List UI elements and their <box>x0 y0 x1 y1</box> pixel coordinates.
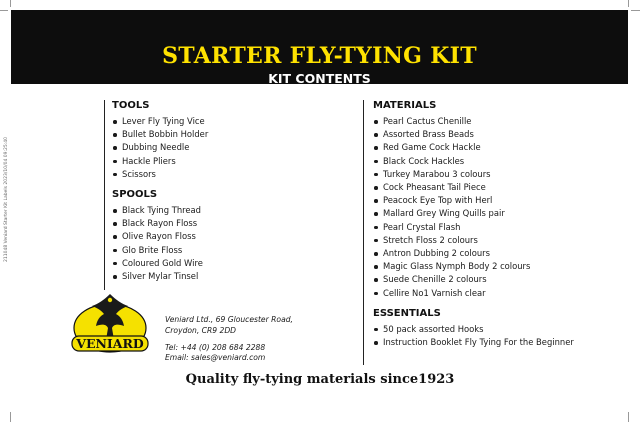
list-item: Black Tying Thread <box>104 204 344 217</box>
essentials-heading: ESSENTIALS <box>373 307 441 319</box>
crop-mark <box>10 412 11 422</box>
list-item: Assorted Brass Beads <box>365 128 625 141</box>
address-line: Croydon, CR9 2DD <box>165 325 237 335</box>
print-info-text: 211048 Veniard Starter Kit Labels 2023/10/04 09:25:40 <box>4 137 9 262</box>
address-line: Veniard Ltd., 69 Gloucester Road, <box>165 315 293 324</box>
list-item: Pearl Crystal Flash <box>365 221 625 234</box>
list-item: Antron Dubbing 2 colours <box>365 247 625 260</box>
list-item: Black Rayon Floss <box>104 217 344 230</box>
list-item: Suede Chenille 2 colours <box>365 273 625 286</box>
telephone: Tel: +44 (0) 208 684 2288 <box>165 342 266 352</box>
spools-list <box>104 204 344 283</box>
header-banner <box>11 10 628 84</box>
crop-mark <box>628 0 629 7</box>
materials-heading: MATERIALS <box>373 100 437 111</box>
crop-mark <box>10 0 11 7</box>
list-item: Olive Rayon Floss <box>104 230 344 243</box>
email: Email: sales@veniard.com <box>165 353 266 363</box>
list-item: Lever Fly Tying Vice <box>104 115 344 128</box>
list-item: Coloured Gold Wire <box>104 257 344 270</box>
crop-mark <box>628 412 629 422</box>
list-item: Magic Glass Nymph Body 2 colours <box>365 260 625 273</box>
essentials-list <box>365 323 625 349</box>
list-item: Dubbing Needle <box>104 141 344 154</box>
crop-mark <box>631 10 640 11</box>
crop-mark <box>0 10 8 11</box>
spools-heading: SPOOLS <box>112 189 158 201</box>
list-item: Scissors <box>104 168 344 181</box>
list-item: Peacock Eye Top with Herl <box>365 194 625 207</box>
list-item: Black Cock Hackles <box>365 155 625 168</box>
veniard-logo <box>64 286 156 364</box>
logo-wordmark: VENIARD <box>76 336 144 351</box>
list-item: Turkey Marabou 3 colours <box>365 168 625 181</box>
list-item: Bullet Bobbin Holder <box>104 128 344 141</box>
list-item: Mallard Grey Wing Quills pair <box>365 207 625 220</box>
left-column <box>104 100 344 283</box>
tools-list <box>104 115 344 181</box>
list-item: Silver Mylar Tinsel <box>104 270 344 283</box>
kit-title: STARTER FLY-TYING KIT <box>162 43 477 69</box>
list-item: Cock Pheasant Tail Piece <box>365 181 625 194</box>
list-item: Stretch Floss 2 colours <box>365 234 625 247</box>
kit-subtitle: KIT CONTENTS <box>268 71 371 86</box>
list-item: Glo Brite Floss <box>104 244 344 257</box>
right-column <box>365 100 625 349</box>
company-address <box>165 315 293 364</box>
materials-list <box>365 115 625 300</box>
tagline: Quality fly-tying materials since1923 <box>185 372 455 387</box>
tools-heading: TOOLS <box>112 100 150 111</box>
list-item: 50 pack assorted Hooks <box>365 323 625 336</box>
list-item: Instruction Booklet Fly Tying For the Beginner <box>365 336 625 349</box>
list-item: Red Game Cock Hackle <box>365 141 625 154</box>
list-item: Hackle Pliers <box>104 155 344 168</box>
list-item: Pearl Cactus Chenille <box>365 115 625 128</box>
right-divider <box>363 100 364 365</box>
list-item: Cellire No1 Varnish clear <box>365 287 625 300</box>
